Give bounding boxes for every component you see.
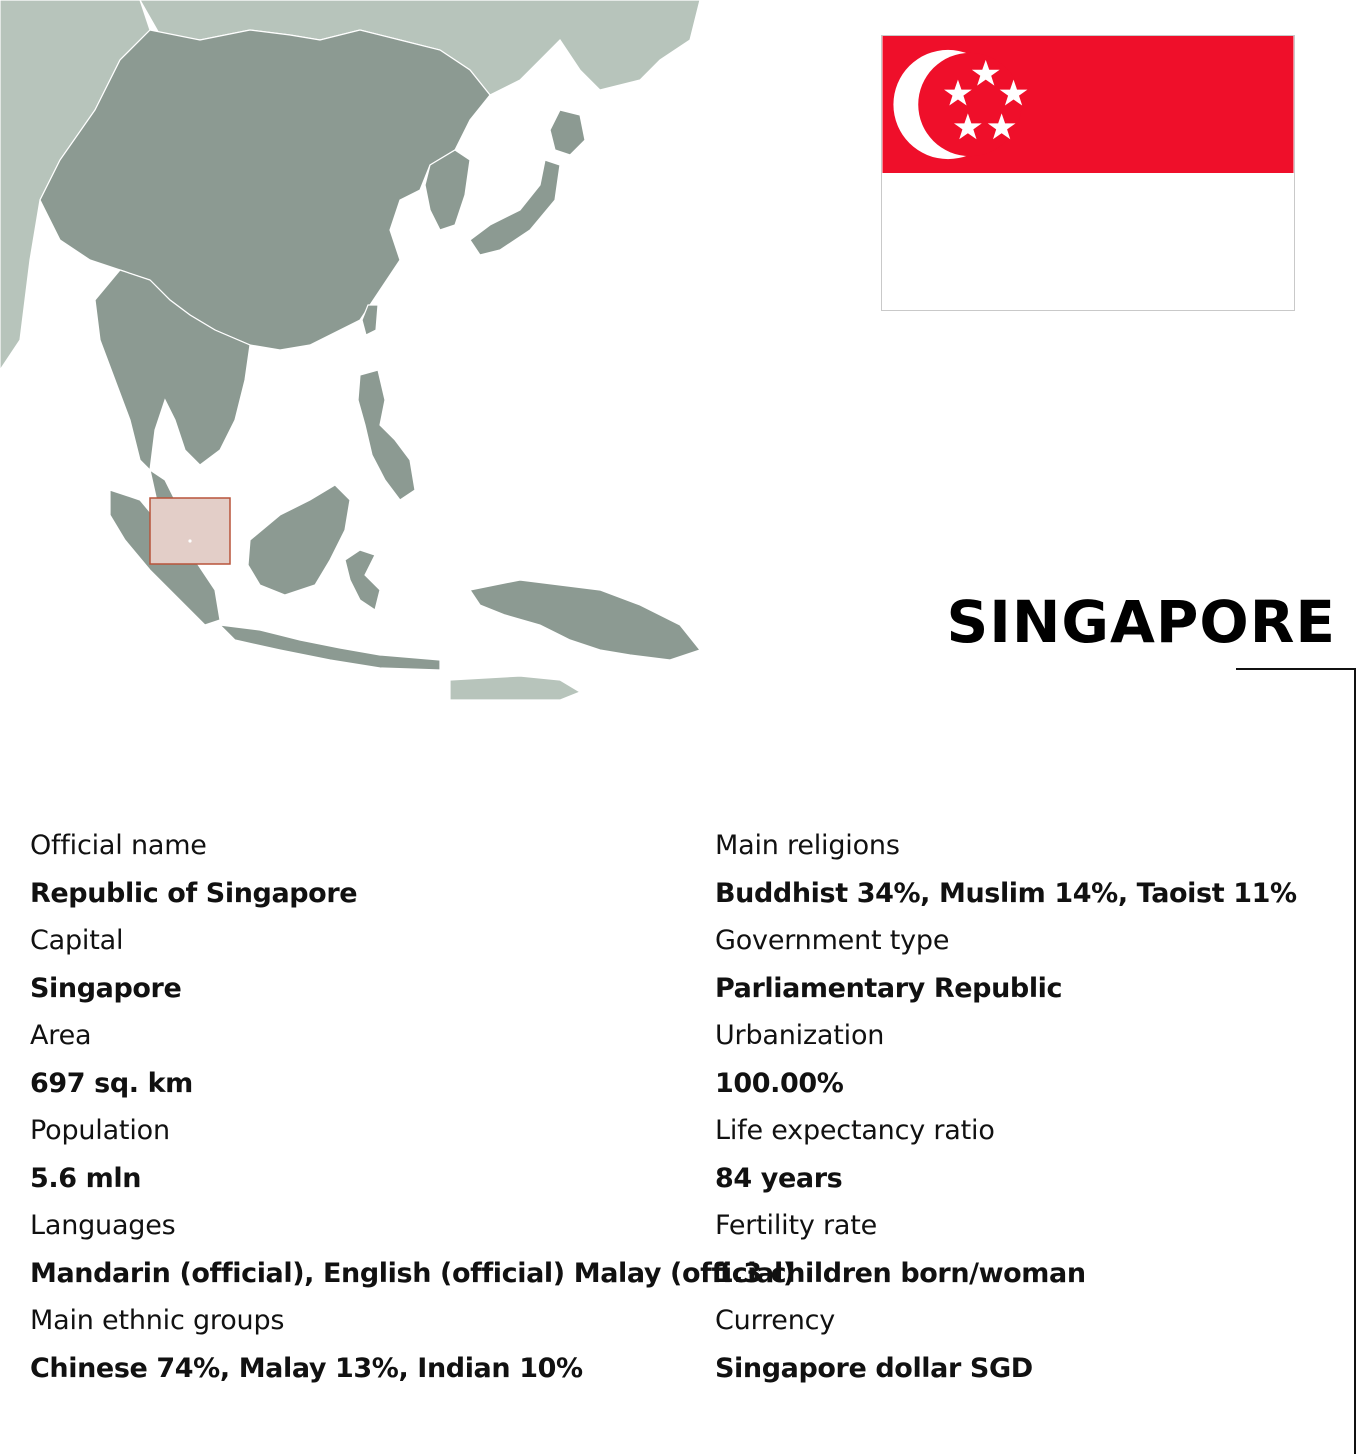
fact-label: Main ethnic groups xyxy=(30,1305,285,1336)
sulawesi-landmass xyxy=(345,550,380,610)
fact-label: Urbanization xyxy=(715,1020,885,1051)
fact-value: 1.3 children born/woman xyxy=(715,1257,1086,1289)
fact-label: Languages xyxy=(30,1210,176,1241)
fact-label: Population xyxy=(30,1115,170,1146)
fact-religions xyxy=(715,822,1315,917)
fact-population xyxy=(30,1107,700,1202)
fact-value: 697 sq. km xyxy=(30,1067,193,1099)
singapore-highlight-box xyxy=(150,498,230,564)
fact-label: Main religions xyxy=(715,830,900,861)
fact-label: Life expectancy ratio xyxy=(715,1115,995,1146)
fact-government-type xyxy=(715,917,1315,1012)
fact-value: Parliamentary Republic xyxy=(715,972,1063,1004)
fact-languages xyxy=(30,1202,795,1297)
fact-currency xyxy=(715,1297,1315,1392)
fact-capital xyxy=(30,917,700,1012)
facts-right-column xyxy=(715,822,1315,1392)
bracket-line-top xyxy=(1236,668,1354,670)
singapore-location-dot xyxy=(188,539,191,542)
java-landmass xyxy=(220,625,440,670)
fact-label: Government type xyxy=(715,925,950,956)
fact-value: Chinese 74%, Malay 13%, Indian 10% xyxy=(30,1352,583,1384)
fact-value: Buddhist 34%, Muslim 14%, Taoist 11% xyxy=(715,877,1297,909)
philippines-landmass xyxy=(358,370,415,500)
fact-life-expectancy xyxy=(715,1107,1315,1202)
flag-white-band xyxy=(883,173,1294,310)
fact-label: Currency xyxy=(715,1305,836,1336)
fact-label: Official name xyxy=(30,830,207,861)
singapore-flag xyxy=(881,35,1295,311)
new-guinea-landmass xyxy=(470,580,700,660)
fact-value: Republic of Singapore xyxy=(30,877,358,909)
fact-urbanization xyxy=(715,1012,1315,1107)
fact-value: Mandarin (official), English (official) Malay (official) xyxy=(30,1257,795,1289)
fact-value: 5.6 mln xyxy=(30,1162,142,1194)
fact-fertility-rate xyxy=(715,1202,1315,1297)
fact-ethnic-groups xyxy=(30,1297,700,1392)
fact-label: Capital xyxy=(30,925,124,956)
country-title: SINGAPORE xyxy=(946,588,1336,656)
fact-official-name xyxy=(30,822,700,917)
fact-area xyxy=(30,1012,700,1107)
fact-label: Area xyxy=(30,1020,92,1051)
fact-value: 100.00% xyxy=(715,1067,844,1099)
bracket-line-side xyxy=(1354,668,1356,1454)
borneo-landmass xyxy=(248,485,350,595)
fact-label: Fertility rate xyxy=(715,1210,878,1241)
fact-value: Singapore xyxy=(30,972,182,1004)
fact-value: Singapore dollar SGD xyxy=(715,1352,1033,1384)
japan-landmass xyxy=(470,110,585,255)
fact-value: 84 years xyxy=(715,1162,843,1194)
australia-landmass xyxy=(450,676,580,700)
region-map xyxy=(0,0,740,700)
